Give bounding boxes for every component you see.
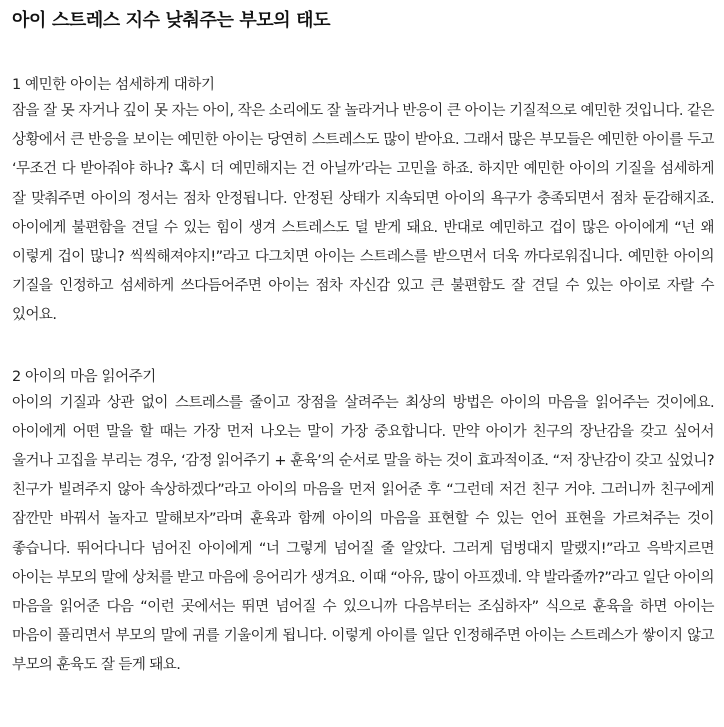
article-title: 아이 스트레스 지수 낮춰주는 부모의 태도: [12, 10, 331, 31]
section-paragraph: 잠을 잘 못 자거나 깊이 못 자는 아이, 작은 소리에도 잘 놀라거나 반응이 큰 아이는 기질적으로 예민한 것입니다. 같은 상황에서 큰 반응을 보이는 예민한 아이는 당연히 스트레스도 많이 받아요. 그래서 많은 부모들은 예민한 아이를 두고 ‘무조건 다 받아줘야 하나? 혹시 더 예민해지는 건 아닐까’라는 고민을 하죠. 하지만 예민한 아이의 기질을 섬세하게 잘 맞춰주면 아이의 정서는 점차 안정됩니다. 안정된 상태가 지속되면 아이의 욕구가 충족되면서 점차 둔감해지죠. 아이에게 불편함을 견딜 수 있는 힘이 생겨 스트레스도 덜 받게 돼요. 반대로 예민하고 겁이 많은 아이에게 “넌 왜 이렇게 겁이 많니? 씩씩해져야지!”라고 다그치면 아이는 스트레스를 받으면서 더욱 까다로워집니다. 예민한 아이의 기질을 인정하고 섬세하게 쓰다듬어주면 아이는 점차 자신감 있고 큰 불편함도 잘 견딜 수 있는 아이로 자랄 수 있어요.: [12, 103, 714, 324]
section-paragraph: 아이의 기질과 상관 없이 스트레스를 줄이고 장점을 살려주는 최상의 방법은 아이의 마음을 읽어주는 것이에요. 아이에게 어떤 말을 할 때는 가장 먼저 나오는 말이 가장 중요합니다. 만약 아이가 친구의 장난감을 갖고 싶어서 울거나 고집을 부리는 경우, ‘감정 읽어주기 + 훈육’의 순서로 말을 하는 것이 효과적이죠. “저 장난감이 갖고 싶었니? 친구가 빌려주지 않아 속상하겠다”라고 아이의 마음을 먼저 읽어준 후 “그런데 저건 친구 거야. 그러니까 친구에게 잠깐만 바꿔서 놀자고 말해보자”라며 훈육과 함께 아이의 마음을 표현할 수 있는 언어 표현을 가르쳐주는 것이 좋습니다. 뛰어다니다 넘어진 아이에게 “너 그렇게 넘어질 줄 알았다. 그러게 덤벙대지 말랬지!”라고 윽박지르면 아이는 부모의 말에 상처를 받고 마음에 응어리가 생겨요. 이때 “아유, 많이 아프겠네. 약 발라줄까?”라고 일단 아이의 마음을 읽어준 다음 “이런 곳에서는 뛰면 넘어질 수 있으니까 다음부터는 조심하자” 식으로 훈육을 하면 아이는 마음이 풀리면서 부모의 말에 귀를 기울이게 됩니다. 이렇게 아이를 일단 인정해주면 아이는 스트레스가 쌓이지 않고 부모의 훈육도 잘 듣게 돼요.: [12, 394, 714, 674]
section-read-feelings: [12, 365, 714, 681]
section-heading: 1 예민한 아이는 섬세하게 대하기: [12, 77, 215, 93]
section-heading: 2 아이의 마음 읽어주기: [12, 368, 156, 385]
section-sensitive-child: [12, 73, 714, 331]
